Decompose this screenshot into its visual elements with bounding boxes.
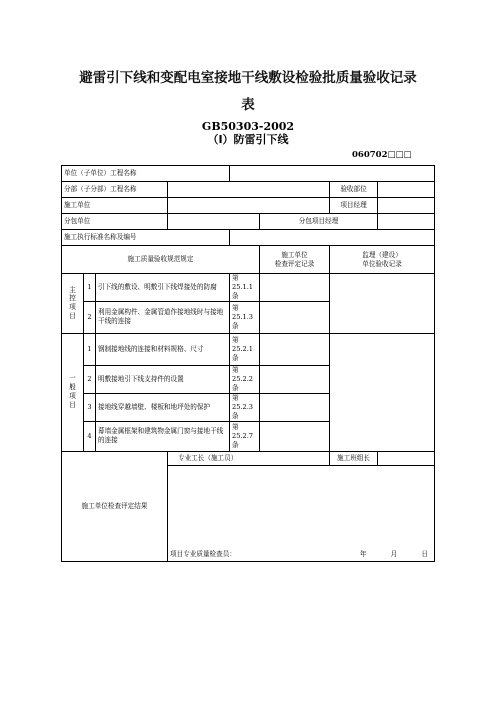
project-manager-label: 项目经理 <box>330 198 378 214</box>
document-subtitle: （Ⅰ）防雷引下线 <box>207 133 289 146</box>
contractor-record-cell[interactable] <box>260 274 330 302</box>
item-number: 2 <box>84 365 96 393</box>
sub-project-value[interactable] <box>168 182 330 198</box>
contractor-header-line1: 施工单位 <box>281 250 308 259</box>
execution-standard-label: 施工执行标准名称及编号 <box>62 230 230 246</box>
main-item-row <box>62 274 435 302</box>
main-items-label: 主 控 项 目 <box>62 274 84 334</box>
contractor-record-cell[interactable] <box>260 365 330 393</box>
supervisor-column-header <box>330 246 435 274</box>
contractor-record-cell[interactable] <box>260 421 330 451</box>
general-items-label: 一 般 项 目 <box>62 333 84 451</box>
item-number: 3 <box>84 393 96 421</box>
date-year: 年 <box>359 549 367 558</box>
unit-project-value[interactable] <box>230 166 435 182</box>
spec-column-header: 施工质量验收规范规定 <box>62 246 260 274</box>
contractor-header-line2: 检查评定记录 <box>274 259 315 268</box>
construction-unit-value[interactable] <box>168 198 330 214</box>
item-clause: 第 25.2.1 条 <box>230 333 260 365</box>
contractor-record-cell[interactable] <box>260 333 330 365</box>
item-clause: 第 25.2.3 条 <box>230 393 260 421</box>
supervisor-record-cell[interactable] <box>330 333 435 451</box>
contractor-column-header <box>260 246 330 274</box>
general-item-row <box>62 333 435 365</box>
item-description: 利用金属构件、金属管道作接地线时与接地干线的连接 <box>96 301 230 333</box>
document-title: 避雷引下线和变配电室接地干线敷设检验批质量验收记录 <box>79 70 417 86</box>
subcontract-unit-label: 分包单位 <box>62 214 168 230</box>
supervisor-header-line1: 监理（建设） <box>362 250 402 259</box>
item-clause: 第 25.1.3 条 <box>230 301 260 333</box>
foreman-label: 专业工长（施工员） <box>168 451 330 465</box>
execution-standard-value[interactable] <box>230 230 435 246</box>
signoff-header-row <box>62 451 435 465</box>
item-description: 幕墙金属框架和建筑物金属门窗与接地干线的连接 <box>96 421 230 451</box>
item-description: 钢制接地线的连接和材料规格、尺寸 <box>96 333 230 365</box>
date-month: 月 <box>390 549 398 558</box>
form-code: 060702□□□ <box>352 150 412 160</box>
date-day: 日 <box>421 549 429 558</box>
subcontract-unit-row <box>62 214 435 230</box>
inspector-line <box>170 550 432 559</box>
signoff-section-label: 施工单位检查评定结果 <box>62 451 168 561</box>
construction-unit-row <box>62 198 435 214</box>
team-leader-label: 施工班组长 <box>330 451 378 465</box>
supervisor-record-cell[interactable] <box>330 274 435 334</box>
item-description: 明敷接地引下线支持件的设置 <box>96 365 230 393</box>
item-description: 接地线穿越墙壁、楼板和地坪处的保护 <box>96 393 230 421</box>
contractor-record-cell[interactable] <box>260 301 330 333</box>
date-fields <box>360 550 432 559</box>
project-manager-value[interactable] <box>378 198 435 214</box>
sub-project-label: 分部（子分部）工程名称 <box>62 182 168 198</box>
item-number: 2 <box>84 301 96 333</box>
execution-standard-row <box>62 230 435 246</box>
item-clause: 第 25.1.1 条 <box>230 274 260 302</box>
team-leader-value[interactable] <box>378 451 435 465</box>
inspection-form-table <box>61 165 435 562</box>
acceptance-part-label: 验收部位 <box>330 182 378 198</box>
item-number: 1 <box>84 274 96 302</box>
column-header-row <box>62 246 435 274</box>
document-title-continued: 表 <box>241 97 255 113</box>
item-description: 引下线的敷设、明敷引下线焊接处的防腐 <box>96 274 230 302</box>
item-clause: 第 25.2.7 条 <box>230 421 260 451</box>
construction-unit-label: 施工单位 <box>62 198 168 214</box>
inspector-signature-cell[interactable] <box>168 465 435 561</box>
unit-project-label: 单位（子单位）工程名称 <box>62 166 230 182</box>
sub-project-row <box>62 182 435 198</box>
unit-project-row <box>62 166 435 182</box>
subcontract-manager-label: 分包项目经理 <box>260 214 378 230</box>
subcontract-manager-value[interactable] <box>378 214 435 230</box>
standard-code: GB50303-2002 <box>201 120 295 133</box>
item-clause: 第 25.2.2 条 <box>230 365 260 393</box>
acceptance-part-value[interactable] <box>378 182 435 198</box>
supervisor-header-line2: 单位验收记录 <box>362 259 402 268</box>
item-number: 4 <box>84 421 96 451</box>
inspector-label: 项目专业质量检查员： <box>170 549 236 558</box>
subcontract-unit-value[interactable] <box>168 214 260 230</box>
item-number: 1 <box>84 333 96 365</box>
contractor-record-cell[interactable] <box>260 393 330 421</box>
